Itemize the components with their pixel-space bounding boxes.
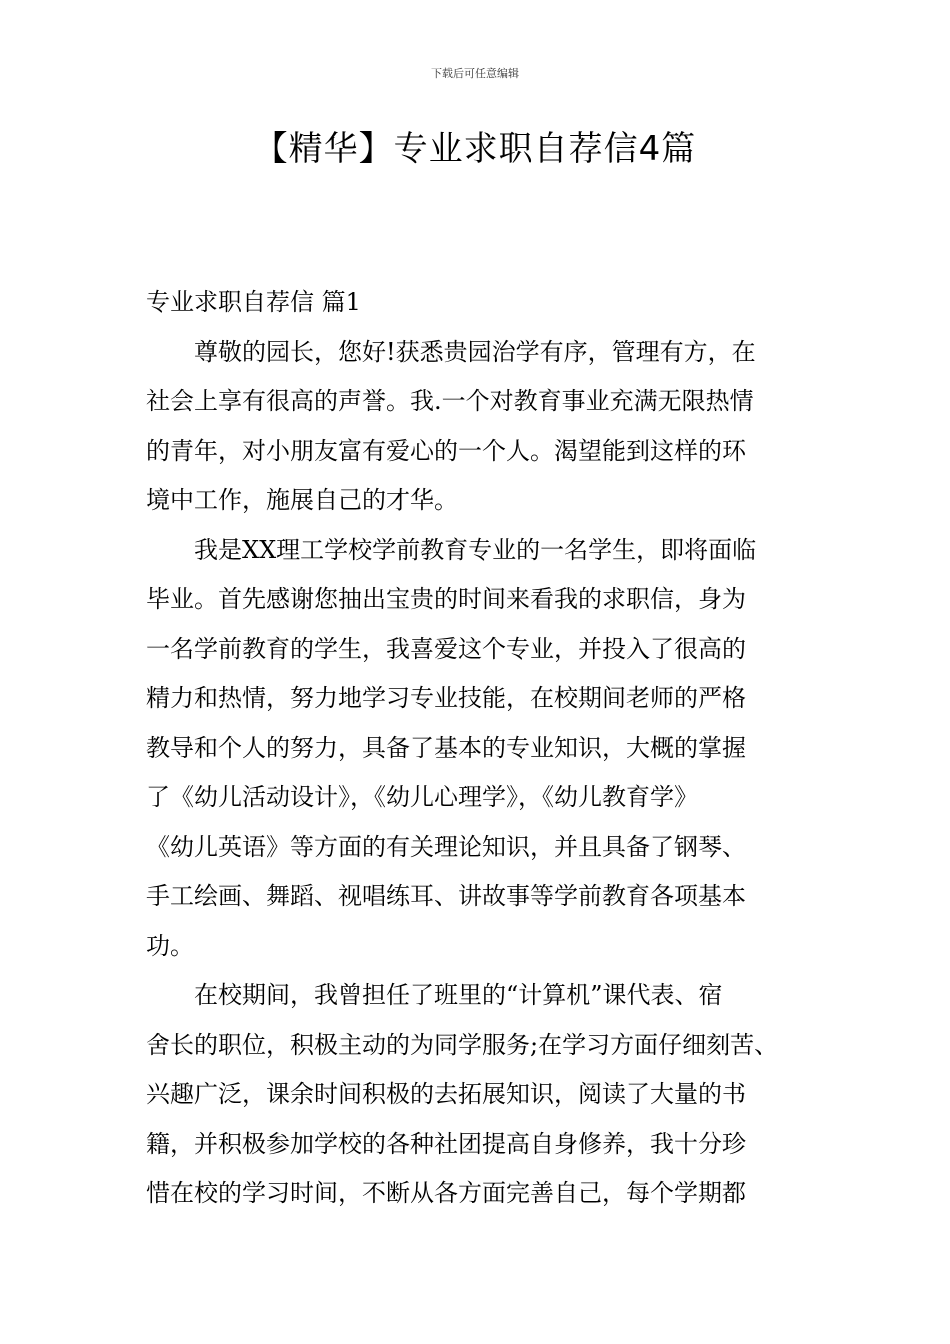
paragraph-line: 我是XX理工学校学前教育专业的一名学生，即将面临: [194, 535, 757, 564]
paragraph-line: 了《幼儿活动设计》，《幼儿心理学》，《幼儿教育学》: [146, 783, 698, 811]
section-heading: 专业求职自荐信 篇1: [146, 288, 361, 316]
paragraph-line: 舍长的职位，积极主动的为同学服务;在学习方面仔细刻苦、: [146, 1030, 779, 1059]
paragraph-line: 《幼儿英语》等方面的有关理论知识，并且具备了钢琴、: [146, 832, 746, 861]
paragraph-line: 手工绘画、舞蹈、视唱练耳、讲故事等学前教育各项基本: [146, 882, 746, 910]
paragraph-line: 境中工作，施展自己的才华。: [146, 486, 458, 514]
paragraph-3: [146, 971, 810, 1219]
paragraph-line: 籍，并积极参加学校的各种社团提高自身修养，我十分珍: [146, 1129, 746, 1158]
paragraph-line: 惜在校的学习时间，不断从各方面完善自己，每个学期都: [146, 1179, 746, 1207]
paragraph-line: 的青年，对小朋友富有爱心的一个人。渴望能到这样的环: [146, 436, 746, 465]
paragraph-line: 毕业。首先感谢您抽出宝贵的时间来看我的求职信，身为: [146, 585, 746, 613]
paragraph-line: 教导和个人的努力，具备了基本的专业知识，大概的掌握: [146, 733, 746, 762]
paragraph-line: 在校期间，我曾担任了班里的“计算机”课代表、宿: [194, 981, 723, 1009]
header-note: 下载后可任意编辑: [431, 67, 519, 80]
document-title: 【精华】专业求职自荐信4篇: [253, 129, 697, 169]
paragraph-line: 社会上享有很高的声誉。我.一个对教育事业充满无限热情: [146, 387, 754, 415]
paragraph-line: 精力和热情，努力地学习专业技能，在校期间老师的严格: [146, 684, 746, 712]
paragraph-line: 功。: [146, 931, 194, 960]
document-body: [146, 278, 810, 1219]
paragraph-line: 兴趣广泛，课余时间积极的去拓展知识，阅读了大量的书: [146, 1080, 746, 1108]
paragraph-line: 尊敬的园长，您好!获悉贵园治学有序，管理有方，在: [194, 337, 756, 366]
paragraph-2: [146, 526, 810, 972]
paragraph-1: [146, 328, 810, 526]
paragraph-line: 一名学前教育的学生，我喜爱这个专业，并投入了很高的: [146, 634, 746, 663]
